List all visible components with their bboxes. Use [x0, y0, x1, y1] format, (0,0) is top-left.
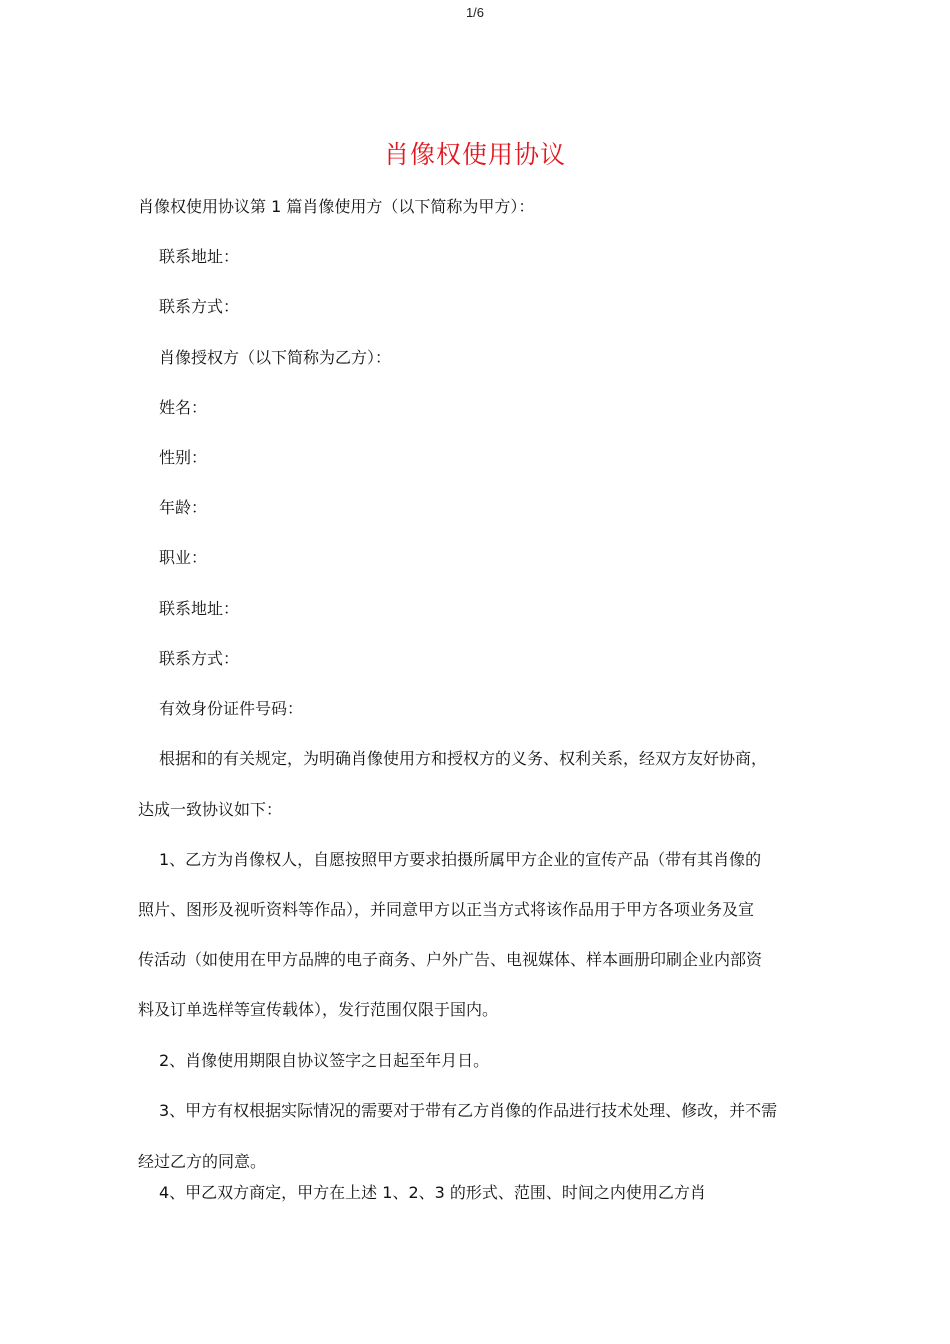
- preamble-line: 达成一致协议如下：: [138, 800, 283, 819]
- document-title: 肖像权使用协议: [383, 140, 566, 169]
- page-number: 1/6: [465, 5, 485, 20]
- party-a-contact-label: 联系方式：: [159, 297, 240, 316]
- id-number-label: 有效身份证件号码：: [159, 699, 304, 718]
- party-b-address-label: 联系地址：: [159, 599, 240, 618]
- occupation-label: 职业：: [159, 548, 208, 567]
- party-b-heading: 肖像授权方（以下简称为乙方）：: [159, 348, 392, 367]
- clause-4-line: 4、甲乙双方商定，甲方在上述 1、2、3 的形式、范围、时间之内使用乙方肖: [159, 1183, 706, 1202]
- clause-1-line: 1、乙方为肖像权人，自愿按照甲方要求拍摄所属甲方企业的宣传产品（带有其肖像的: [159, 850, 762, 869]
- clause-1-line: 传活动（如使用在甲方品牌的电子商务、户外广告、电视媒体、样本画册印刷企业内部资: [138, 950, 763, 969]
- intro-line: 肖像权使用协议第 1 篇肖像使用方（以下简称为甲方）：: [138, 197, 535, 216]
- party-b-contact-label: 联系方式：: [159, 649, 240, 668]
- party-a-address-label: 联系地址：: [159, 247, 240, 266]
- clause-3-line: 经过乙方的同意。: [138, 1152, 267, 1171]
- clause-1-line: 照片、图形及视听资料等作品），并同意甲方以正当方式将该作品用于甲方各项业务及宣: [138, 900, 755, 919]
- clause-3-line: 3、甲方有权根据实际情况的需要对于带有乙方肖像的作品进行技术处理、修改，并不需: [159, 1101, 778, 1120]
- gender-label: 性别：: [159, 448, 208, 467]
- preamble-line: 根据和的有关规定，为明确肖像使用方和授权方的义务、权利关系，经双方友好协商，: [159, 749, 768, 768]
- clause-2-line: 2、肖像使用期限自协议签字之日起至年月日。: [159, 1051, 490, 1070]
- name-label: 姓名：: [159, 398, 208, 417]
- age-label: 年龄：: [159, 498, 208, 517]
- clause-1-line: 料及订单选样等宣传载体），发行范围仅限于国内。: [138, 1000, 499, 1019]
